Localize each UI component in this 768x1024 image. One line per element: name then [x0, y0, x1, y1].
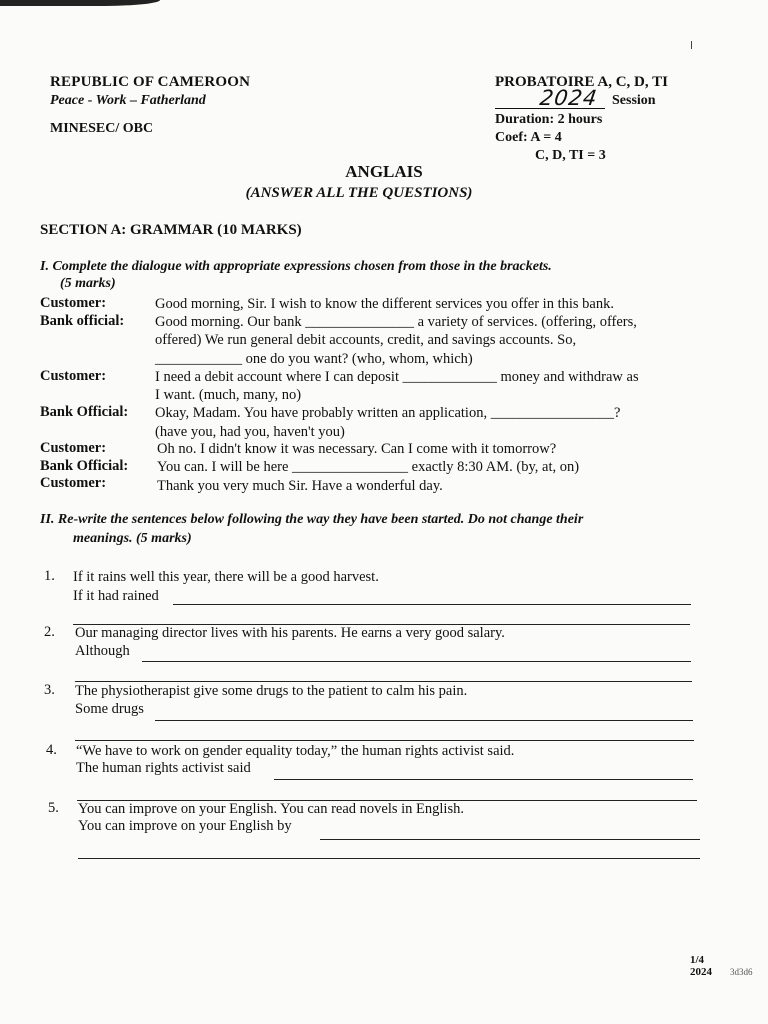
speaker: Customer:: [40, 440, 107, 456]
session-label: Session: [612, 93, 656, 108]
part1-instruction: I. Complete the dialogue with appropriate expressions chosen from those in the brackets.: [40, 259, 552, 274]
item-start: If it had rained: [73, 588, 159, 604]
utterance: You can. I will be here ________________ exactly 8:30 AM. (by, at, on): [157, 459, 580, 475]
item-start: You can improve on your English by: [78, 818, 292, 834]
national-motto: Peace - Work – Fatherland: [50, 93, 206, 108]
item-sentence: “We have to work on gender equality today,” the human rights activist said.: [76, 743, 515, 759]
utterance: Thank you very much Sir. Have a wonderful day.: [157, 478, 443, 494]
utterance: Okay, Madam. You have probably written an application, _________________?: [155, 405, 621, 421]
item-sentence: The physiotherapist give some drugs to the patient to calm his pain.: [75, 683, 468, 699]
coefficient-a: Coef: A = 4: [495, 130, 562, 145]
item-sentence: You can improve on your English. You can read novels in English.: [78, 801, 464, 817]
part1-marks: (5 marks): [60, 276, 116, 291]
item-number: 4.: [46, 742, 57, 758]
answer-line[interactable]: [274, 779, 693, 780]
answer-line[interactable]: [155, 720, 693, 721]
utterance: Oh no. I didn't know it was necessary. Can I come with it tomorrow?: [157, 441, 557, 457]
item-number: 5.: [48, 800, 59, 816]
speaker: Bank official:: [40, 313, 125, 329]
item-number: 1.: [44, 568, 55, 584]
duration-label: Duration: 2 hours: [495, 112, 603, 127]
answer-line[interactable]: [173, 604, 691, 605]
speaker: Customer:: [40, 295, 107, 311]
answer-line[interactable]: [75, 740, 694, 741]
subject-title: ANGLAIS: [345, 162, 423, 181]
item-start: Some drugs: [75, 701, 144, 717]
item-sentence: Our managing director lives with his parents. He earns a very good salary.: [75, 625, 505, 641]
item-sentence: If it rains well this year, there will be a good harvest.: [73, 569, 379, 585]
session-underline: [495, 108, 605, 109]
utterance: I need a debit account where I can deposit _____________ money and withdraw as: [155, 369, 639, 385]
part2-instruction: II. Re-write the sentences below following the way they have been started. Do not change their: [40, 512, 584, 527]
page-number: 1/4: [690, 954, 705, 966]
footer-smudge: 3d3d6: [730, 967, 753, 977]
speaker: Bank Official:: [40, 404, 129, 420]
speaker: Bank Official:: [40, 458, 129, 474]
country-name: REPUBLIC OF CAMEROON: [50, 74, 251, 90]
utterance: Good morning. Our bank _______________ a variety of services. (offering, offers,: [155, 314, 637, 330]
utterance: I want. (much, many, no): [155, 387, 302, 403]
exam-title: PROBATOIRE A, C, D, TI: [495, 74, 668, 90]
session-year-handwritten: 2024: [538, 86, 600, 110]
utterance: ____________ one do you want? (who, whom, which): [155, 351, 473, 367]
item-start: The human rights activist said: [76, 760, 251, 776]
ministry-label: MINESEC/ OBC: [50, 121, 154, 136]
section-a-title: SECTION A: GRAMMAR (10 MARKS): [40, 222, 302, 238]
item-start: Although: [75, 643, 130, 659]
answer-line[interactable]: [142, 661, 691, 662]
scan-shadow: [0, 0, 160, 6]
coefficient-cdti: C, D, TI = 3: [535, 148, 606, 163]
utterance: (have you, had you, haven't you): [155, 424, 345, 440]
item-number: 3.: [44, 682, 55, 698]
item-number: 2.: [44, 624, 55, 640]
answer-line[interactable]: [78, 858, 700, 859]
utterance: offered) We run general debit accounts, credit, and savings accounts. So,: [155, 332, 577, 348]
scan-mark: [691, 41, 692, 49]
part2-instruction-cont: meanings. (5 marks): [73, 531, 192, 546]
subject-instruction: (ANSWER ALL THE QUESTIONS): [245, 185, 473, 201]
speaker: Customer:: [40, 475, 107, 491]
answer-line[interactable]: [320, 839, 700, 840]
utterance: Good morning, Sir. I wish to know the different services you offer in this bank.: [155, 296, 614, 312]
answer-line[interactable]: [75, 681, 692, 682]
footer-year: 2024: [690, 966, 712, 978]
speaker: Customer:: [40, 368, 107, 384]
